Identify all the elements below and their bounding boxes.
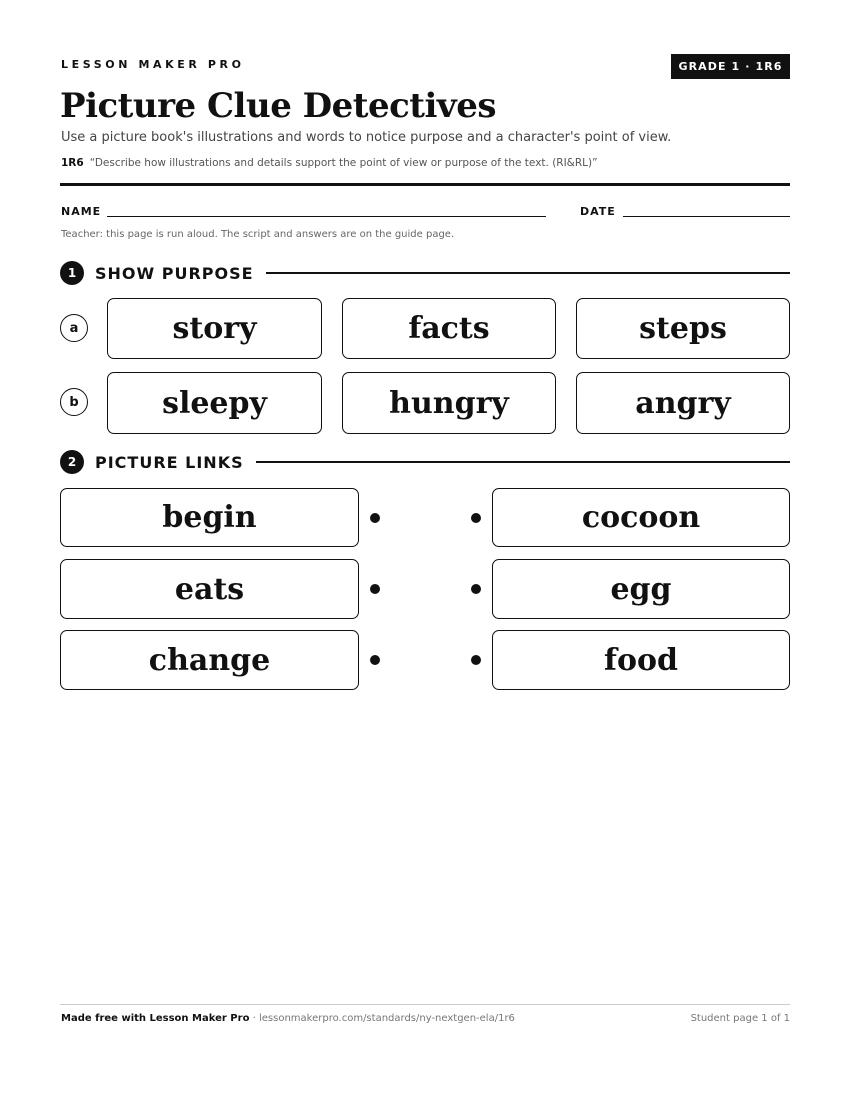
footer-url[interactable]: · lessonmakerpro.com/standards/ny-nextgen-ela/1r6 xyxy=(249,1013,515,1024)
page-subtitle: Use a picture book's illustrations and words to notice purpose and a character's point of view. xyxy=(61,130,672,145)
date-field[interactable] xyxy=(623,216,790,217)
section-number-badge: 1 xyxy=(60,261,84,285)
match-dot-left[interactable] xyxy=(370,655,380,665)
word-box-hungry[interactable]: hungry xyxy=(342,372,556,434)
standard-code: 1R6 xyxy=(61,157,84,169)
footer-page-number: Student page 1 of 1 xyxy=(690,1013,790,1024)
word-box-angry[interactable]: angry xyxy=(576,372,790,434)
grade-badge: GRADE 1 · 1R6 xyxy=(671,54,790,79)
brand-name: LESSON MAKER PRO xyxy=(61,58,245,71)
date-label: DATE xyxy=(580,205,616,218)
match-right-food[interactable]: food xyxy=(492,630,790,690)
standard-line xyxy=(61,157,598,169)
word-box-facts[interactable]: facts xyxy=(342,298,556,359)
section-picture-links-header xyxy=(60,450,790,474)
section-title: PICTURE LINKS xyxy=(95,452,244,472)
name-label: NAME xyxy=(61,205,102,218)
page-title: Picture Clue Detectives xyxy=(60,86,496,126)
section-show-purpose-header xyxy=(60,261,790,285)
match-right-cocoon[interactable]: cocoon xyxy=(492,488,790,547)
footer-made-with: Made free with Lesson Maker Pro xyxy=(61,1013,250,1024)
name-field[interactable] xyxy=(107,216,546,217)
match-dot-right[interactable] xyxy=(471,513,481,523)
row-letter-b: b xyxy=(60,388,88,416)
section-rule xyxy=(256,461,790,463)
match-dot-left[interactable] xyxy=(370,513,380,523)
match-right-egg[interactable]: egg xyxy=(492,559,790,619)
match-left-change[interactable]: change xyxy=(60,630,359,690)
section-title: SHOW PURPOSE xyxy=(95,263,254,283)
row-letter-a: a xyxy=(60,314,88,342)
footer-credit xyxy=(61,1013,515,1024)
header-divider xyxy=(60,183,790,186)
word-box-steps[interactable]: steps xyxy=(576,298,790,359)
section-number-badge: 2 xyxy=(60,450,84,474)
match-left-begin[interactable]: begin xyxy=(60,488,359,547)
standard-text: “Describe how illustrations and details support the point of view or purpose of the text. (RI&RL)” xyxy=(89,157,598,169)
teacher-note: Teacher: this page is run aloud. The script and answers are on the guide page. xyxy=(61,229,455,240)
match-dot-left[interactable] xyxy=(370,584,380,594)
match-left-eats[interactable]: eats xyxy=(60,559,359,619)
match-dot-right[interactable] xyxy=(471,584,481,594)
word-box-sleepy[interactable]: sleepy xyxy=(107,372,322,434)
section-rule xyxy=(266,272,790,274)
word-box-story[interactable]: story xyxy=(107,298,322,359)
match-dot-right[interactable] xyxy=(471,655,481,665)
footer-divider xyxy=(60,1004,790,1005)
